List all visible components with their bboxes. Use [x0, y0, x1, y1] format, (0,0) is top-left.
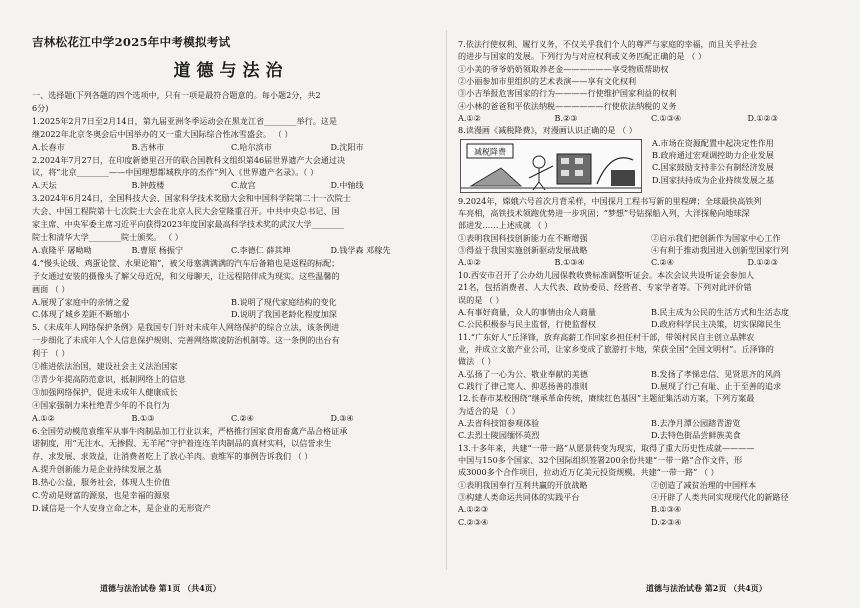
- option-d: D.去特色街品尝鲜族美食: [651, 430, 741, 441]
- options: [458, 318, 844, 330]
- options: [458, 306, 844, 318]
- statement: ③加强网络保护，促进未成年人健康成长: [32, 386, 178, 397]
- statement: ②创造了减贫治理的中国样本: [651, 479, 757, 490]
- cartoon-image: [460, 139, 642, 193]
- question-text: 6.全国劳动模范袁维军从事牛肉制品加工行业以来，严格推行国家食用畜禽产品合格证承: [32, 425, 348, 436]
- option-a: A.弘扬了一心为公、敬业奉献的美德: [458, 368, 588, 379]
- cartoon-caption: 减税降费: [474, 147, 506, 157]
- option-a: A.袁隆平 屠呦呦: [32, 244, 92, 255]
- question-text: 10.西安市召开了公办幼儿园保教收费标准调整听证会。本次会议共设听证会参加人: [458, 269, 755, 280]
- statement: ④小林的爸爸和平依法纳税——————行使依法纳税的义务: [458, 100, 677, 111]
- question-text: 11.“广东好人”丘泽锋，放弃高薪工作回家乡担任村干部，带领村民自主创立品牌农: [458, 331, 755, 342]
- option-c: C.劳动是财富的源泉，也是幸福的源泉: [32, 490, 170, 501]
- page-footer-2: 道德与法治试卷 第2页 （共4页）: [646, 583, 767, 593]
- section-heading-line: 一、选择题(下列各题的四个选项中，只有一项是最符合题意的。每小题2分，共2: [32, 90, 321, 100]
- option-a: A.有事好商量，众人的事情由众人商量: [458, 306, 596, 317]
- question-13: [458, 442, 844, 528]
- options: [32, 412, 430, 425]
- statement: ②青少年提高防范意识，抵制网络上的信息: [32, 373, 186, 384]
- statement: ④开辟了人类共同实现现代化的新路径: [651, 492, 789, 502]
- option-b: B.政府通过宏观调控助力企业发展: [652, 150, 774, 161]
- option-b: B.民主成为公民的生活方式和生活态度: [651, 306, 790, 317]
- option-a: A.天坛: [32, 180, 57, 191]
- question-text: 5.《未成年人网络保护条例》是我国专门针对未成年人网络保护的综合立法，该条例进: [32, 322, 340, 333]
- options: [458, 503, 844, 515]
- question-text: 成3000多个合作项目，拉动近万亿美元投资规模。共建“一带一路” （ ）: [458, 467, 719, 478]
- question-text: 12.长春市某校围绕“继承革命传统，赓续红色基因”主题征集活动方案，下列方案最: [458, 393, 755, 404]
- question-text: 继2022年北京冬奥会后中国举办的又一重大国际综合性冰雪盛会。 （ ）: [32, 128, 293, 139]
- option-d: D.①②③: [747, 113, 779, 124]
- question-text: 误的是 （ ）: [458, 294, 504, 305]
- option-a: A.提升创新能力是企业持续发展之基: [32, 464, 162, 475]
- question-text: 1.2025年2月7日至2月14日，第九届亚洲冬季运动会在黑龙江省________举行。这是: [32, 115, 337, 126]
- options: [32, 308, 430, 321]
- question-text: 部进发……上述成就 （ ）: [458, 220, 553, 231]
- question-text: 院士和清华大学________院士颁奖。 （ ）: [32, 231, 183, 242]
- question-10: [458, 269, 844, 331]
- question-text: 业，并成立文旅产业公司，让家乡变成了旅游打卡地，荣获全国“全国文明村”。丘泽锋的: [458, 343, 774, 354]
- options: [32, 141, 430, 154]
- option-d: D.诚信是一个人安身立命之本，是企业的无形资产: [32, 503, 211, 513]
- question-text: 一步细化了未成年人个人信息保护规则、完善网络欺凌防治机制等。这一条例的出台有: [32, 335, 340, 346]
- option-c: C.①③④: [651, 113, 682, 124]
- statements: [458, 479, 844, 491]
- question-text: 8.读漫画《减税降费》，对漫画认识正确的是 （ ）: [458, 125, 637, 136]
- statement: ③构建人类命运共同体的实践平台: [458, 492, 580, 502]
- option-a: A.①②: [458, 257, 481, 268]
- statement: ①表明我国奉行互利共赢的开放战略: [458, 479, 588, 490]
- option-b: B.曹原 杨振宁: [131, 244, 184, 255]
- question-1: [32, 115, 430, 154]
- section-heading: [32, 89, 430, 115]
- options: [32, 244, 430, 257]
- question-text: 车亮相，高铁技术领跑优势进一步巩固；“梦想”号钻探船入列，大洋探秘向地球深: [458, 208, 750, 219]
- question-text: 大会、中国工程院第十七次院士大会在北京人民大会堂隆重召开。中共中央总书记、国: [32, 206, 340, 217]
- option-c: C.②④: [231, 412, 254, 423]
- option-c: C.②④: [651, 257, 674, 268]
- question-4: [32, 257, 430, 322]
- question-text: 中国与150多个国家、32个国际组织签署200余份共建“一带一路”合作文件，形: [458, 454, 743, 465]
- question-text: 2.2024年7月27日，在印度新德里召开的联合国教科文组织第46届世界遗产大会通过决: [32, 154, 346, 165]
- option-d: D.①②③: [747, 257, 779, 268]
- question-text: 的进步与国家的发展。下列行为与对应权利或义务匹配正确的是 （ ）: [458, 51, 706, 62]
- option-b: B.发扬了孝悌忠信、见贤思齐的风尚: [651, 368, 781, 379]
- option-b: B.去净月潭公园踏青游览: [651, 417, 741, 428]
- option-b: B.①③④: [651, 504, 682, 515]
- option-c: C.国家鼓励支持非公有制经济发展: [652, 162, 774, 173]
- option-c: C.去烈士陵园缅怀英烈: [458, 430, 540, 441]
- statement: ②启示我们把创新作为国家中心工作: [651, 232, 781, 243]
- statement: ④有利于推动我国进入创新型国家行列: [651, 245, 789, 256]
- question-text: 子女通过安装的摄像头了解父母近况，和父母聊天，让远程陪伴成为现实。这些温馨的: [32, 270, 340, 281]
- option-a: A.市场在资源配置中起决定性作用: [652, 137, 774, 148]
- option-c: C.公民积极参与民主监督，行使监督权: [458, 319, 596, 330]
- option-c: C.李德仁 薛其坤: [231, 244, 291, 255]
- question-3: [32, 192, 430, 257]
- options: [458, 256, 844, 268]
- section-heading-line: 6分): [32, 102, 49, 113]
- question-text: 议，将“北京________——中国理想都城秩序的杰作”列入《世界遗产名录》。（ ）: [32, 167, 319, 178]
- question-5: [32, 321, 430, 424]
- subject-title: 道德与法治: [173, 61, 289, 81]
- question-text: 家主席、中央军委主席习近平向获得2023年度国家最高科学技术奖的武汉大学________: [32, 219, 344, 230]
- option-b: B.钟鼓楼: [131, 180, 165, 191]
- option-a: A.长春市: [32, 141, 65, 152]
- question-text: 利于 （ ）: [32, 348, 70, 359]
- option-d: D.说明了我国老龄化程度加深: [231, 309, 337, 320]
- options: [458, 368, 844, 380]
- option-c: C.哈尔滨市: [231, 141, 272, 152]
- question-text: 画面 （ ）: [32, 283, 70, 294]
- option-d: D.②③④: [651, 516, 682, 527]
- option-d: D.中轴线: [330, 180, 364, 191]
- option-d: D.沈阳市: [330, 141, 364, 152]
- question-text: 为适合的是 （ ）: [458, 405, 520, 416]
- option-b: B.热心公益，服务社会，体现人生价值: [32, 477, 171, 488]
- statement: ①推进依法治国，建设社会主义法治国家: [32, 361, 178, 372]
- question-12: [458, 392, 844, 441]
- question-text: 7.依法行使权利、履行义务，不仅关乎我们个人的尊严与家庭的幸福，而且关乎社会: [458, 39, 758, 49]
- question-text: 存、求发展、求效益，让消费者吃上了放心羊肉。袁维军的事例告诉我们 （ ）: [32, 451, 313, 462]
- option-d: D.展现了行己有耻、止于至善的追求: [651, 380, 782, 391]
- option-a: A.①②: [458, 113, 481, 124]
- question-text: 13.十多年来，共建“一带一路”从愿景转变为现实，取得了重大历史性成就————: [458, 442, 755, 453]
- page-divider: [446, 30, 447, 570]
- options: [458, 417, 844, 429]
- option-b: B.①③: [131, 412, 155, 423]
- statements: [458, 491, 844, 503]
- options: [32, 179, 430, 192]
- statement: ③得益于我国实施创新驱动发展战略: [458, 245, 588, 256]
- options: [458, 380, 844, 392]
- statement: ①小美的爷爷奶奶领取养老金——————享受物质帮助权: [458, 63, 669, 74]
- option-c: C.体现了城乡差距不断缩小: [32, 309, 130, 320]
- page-2: [452, 0, 860, 608]
- option-b: B.说明了现代家庭结构的变化: [231, 296, 337, 307]
- option-a: A.①②③: [458, 504, 489, 515]
- statements: [458, 244, 844, 256]
- page-footer-1: 道德与法治试卷 第1页 （共4页）: [100, 583, 221, 593]
- option-b: B.①③④: [554, 257, 585, 268]
- statement: ①表明我国科技创新能力在不断增强: [458, 232, 588, 243]
- option-b: B.②③: [554, 113, 578, 124]
- options: [32, 296, 430, 309]
- option-d: D.钱学森 邓稼先: [330, 244, 391, 255]
- statements: [458, 232, 844, 244]
- option-d: D.国家扶持成为企业持续发展之基: [652, 174, 775, 185]
- option-a: A.去省科技馆参观体验: [458, 417, 540, 428]
- statement: ④国家强制力来杜绝青少年的不良行为: [32, 399, 170, 410]
- option-b: B.吉林市: [131, 141, 165, 152]
- option-c: C.②③④: [458, 516, 489, 527]
- option-c: C.践行了律己宽人、抑恶扬善的准则: [458, 380, 588, 391]
- question-text: 3.2024年6月24日，全国科技大会、国家科学技术奖励大会和中国科学院第二十一次院士: [32, 193, 351, 204]
- question-text: 21名，包括消费者、人大代表、政协委员、经营者、专家学者等。下列对此评价错: [458, 282, 752, 293]
- options: [458, 429, 844, 441]
- question-text: 4.“慢头论级、鸡蛋论筐、水果论箱”，被父母塞满满满的汽车后备箱也是返程的标配；: [32, 257, 340, 268]
- school-title: 吉林松花江中学2025年中考模拟考试: [32, 35, 231, 49]
- question-11: [458, 331, 844, 393]
- options: [458, 112, 844, 124]
- question-text: 做法 （ ）: [458, 356, 496, 367]
- question-9: [458, 195, 844, 269]
- question-7: [458, 38, 844, 124]
- question-text: 诺制度，用“无注水、无掺假、无羊尾”守护着连连羊肉制品的真材实料，以信誉求生: [32, 438, 332, 449]
- option-d: D.政府科学民主决策，切实保障民生: [651, 319, 782, 330]
- question-text: 9.2024年，嫦娥六号首次月背采样，中国探月工程书写新的里程碑；全球最快高铁列: [458, 195, 762, 206]
- statement: ③小吉举报危害国家的行为————行使维护国家利益的权利: [458, 88, 677, 99]
- option-c: C.故宫: [231, 180, 256, 191]
- statement: ②小丽参加市里组织的艺术表演——享有文化权利: [458, 76, 637, 87]
- question-6: [32, 425, 430, 515]
- question-2: [32, 154, 430, 193]
- option-a: A.展现了家庭中的亲情之爱: [32, 296, 130, 307]
- option-a: A.①②: [32, 412, 55, 423]
- question-8: [458, 124, 844, 194]
- option-d: D.③④: [330, 412, 354, 423]
- options: [458, 516, 844, 528]
